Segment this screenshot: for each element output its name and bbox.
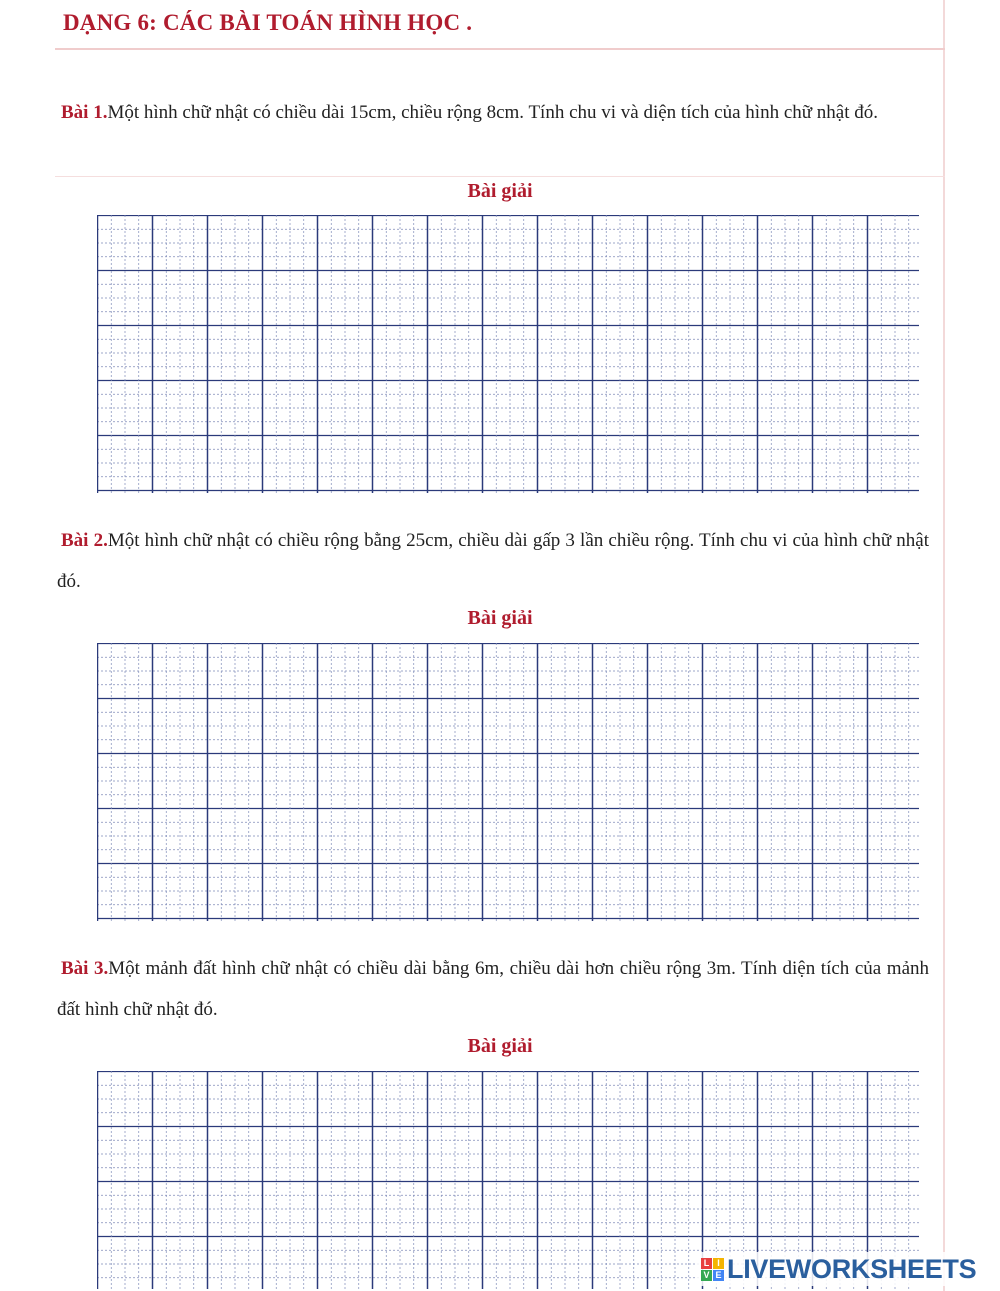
title-divider <box>55 48 945 50</box>
problem-1 <box>57 92 929 133</box>
watermark-text: LIVEWORKSHEETS <box>727 1253 977 1284</box>
problem-2-answer-grid[interactable] <box>97 643 919 921</box>
problem-3 <box>57 948 929 1030</box>
problem-3-number: Bài 3. <box>61 958 109 979</box>
problem-2-text: Một hình chữ nhật có chiều rộng bằng 25cm, chiều dài gấp 3 lần chiều rộng. Tính chu vi của hình chữ nhật đó. <box>57 530 930 592</box>
problem-2-number: Bài 2. <box>61 530 108 551</box>
problem-3-solution-label: Bài giải <box>467 1035 533 1057</box>
problem-1-answer-grid[interactable] <box>97 215 919 493</box>
page-title: DẠNG 6: CÁC BÀI TOÁN HÌNH HỌC . <box>63 10 473 35</box>
logo-letter-i: I <box>713 1258 724 1269</box>
liveworksheets-watermark <box>697 1252 980 1286</box>
logo-letter-e: E <box>713 1270 724 1281</box>
logo-letter-v: V <box>701 1270 712 1281</box>
problem-3-text: Một mảnh đất hình chữ nhật có chiều dài bằng 6m, chiều dài hơn chiều rộng 3m. Tính diện tích của mảnh đất hình chữ nhật đó. <box>57 958 929 1020</box>
problem-2-solution-label: Bài giải <box>467 607 533 629</box>
divider <box>55 176 945 177</box>
problem-1-solution-label: Bài giải <box>467 180 533 202</box>
logo-letter-l: L <box>701 1258 712 1269</box>
problem-1-text: Một hình chữ nhật có chiều dài 15cm, chiều rộng 8cm. Tính chu vi và diện tích của hình chữ nhật đó. <box>107 102 879 123</box>
problem-1-number: Bài 1. <box>61 102 108 123</box>
liveworksheets-logo-icon <box>701 1258 724 1281</box>
problem-2 <box>57 520 929 602</box>
